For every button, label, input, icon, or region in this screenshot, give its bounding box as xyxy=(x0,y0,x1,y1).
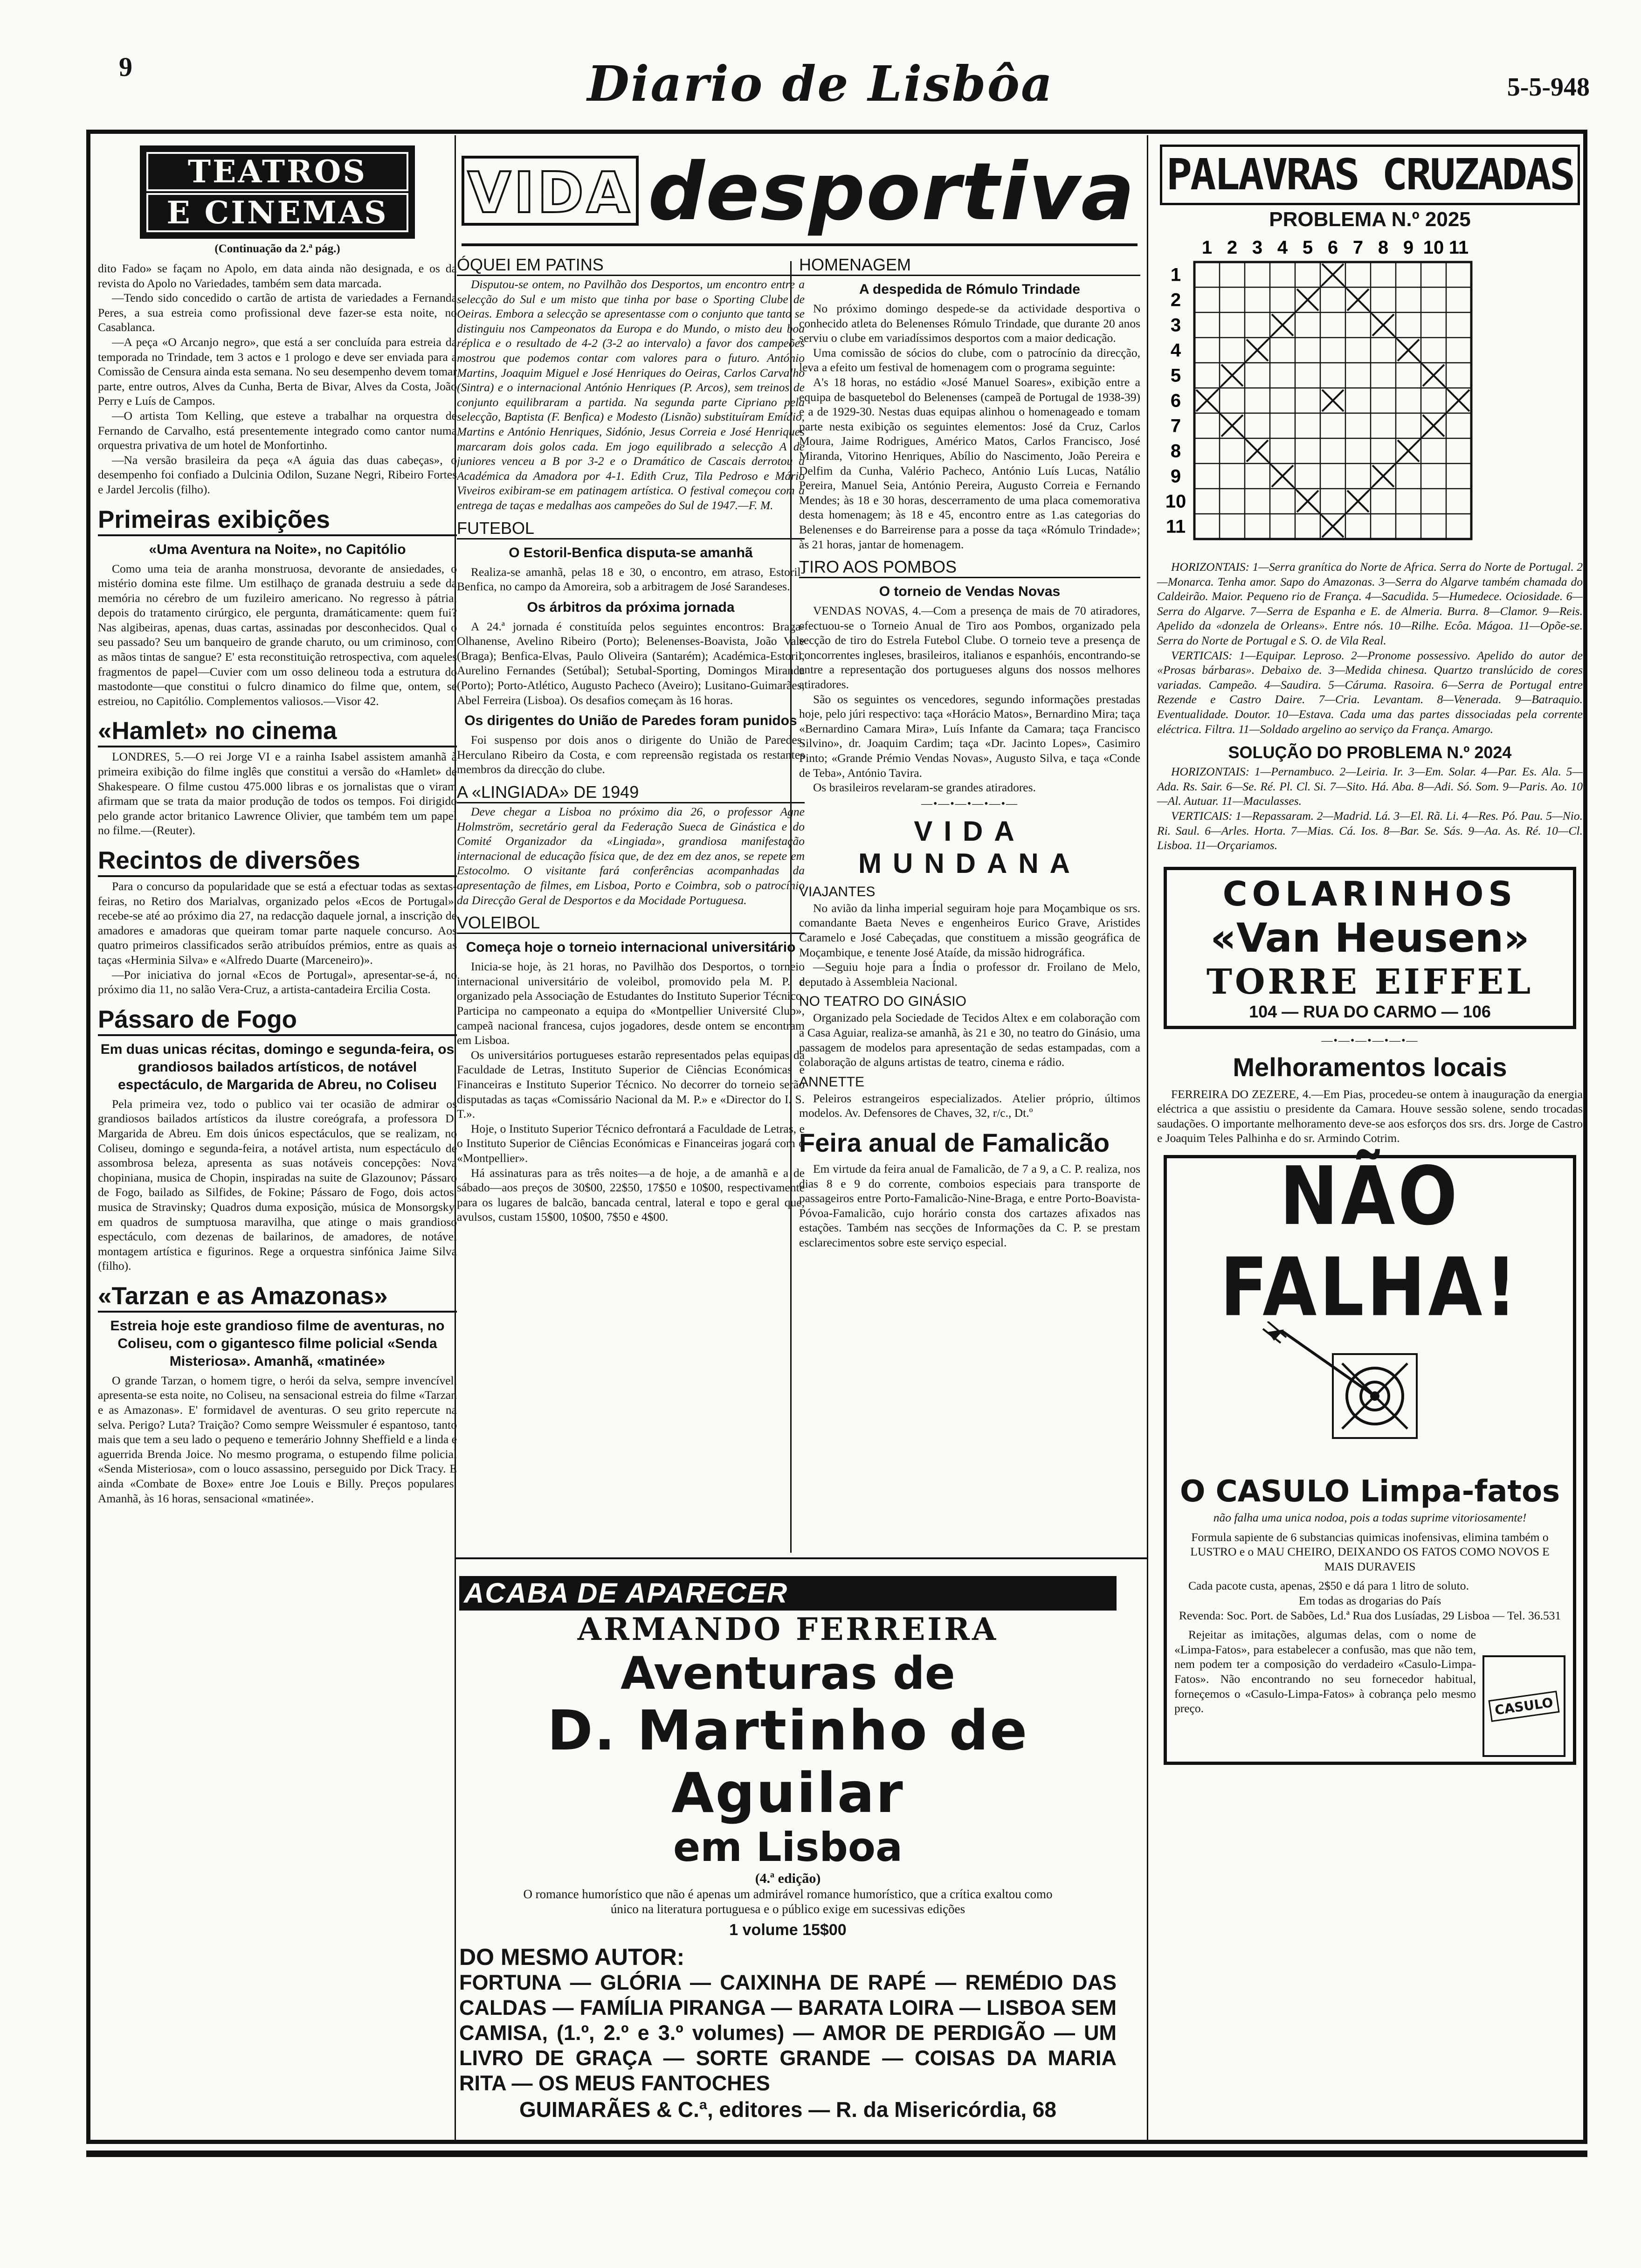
article-text: Para o concurso da popularidade que se está a efectuar todas as sextas-feiras, no Retiro dos Marialvas, organizado pelos «Ecos de Portugal», recebe-se até ao próximo dia 27, na redacção daquele jornal, a inscrição de amadores e amadoras que queiram tomar parte naquele concurso. Aos quatro primeiros classificados serão atribuídos prémios, entre as quais as taças «Herminia Silva» e «Alfredo Duarte (Marceneiro)». xyxy=(98,879,457,967)
section-heading: Feira anual de Famalicão xyxy=(799,1127,1110,1157)
article-text: —Por iniciativa do jornal «Ecos de Portugal», apresentar-se-á, no próximo dia 11, no salão Vera-Cruz, a artista-cantadeira Ercilia Costa. xyxy=(98,968,457,996)
section-heading: Pássaro de Fogo xyxy=(98,1005,457,1036)
book-title-line: Aventuras de xyxy=(621,1647,955,1700)
article-text: Pela primeira vez, todo o publico vai ter ocasião de admirar os grandiosos bailados artísticos da ilustre coreógrafa, a professora D. Margarida de Abreu. Em dois únicos espectáculos, que se realizam, no Coliseu, domingo e segunda-feira, a notável artista, num espectáculo de assombrosa beleza, apresenta as suas notáveis concepções: Nova chopiniana, musica de Chopin, inspiradas na suite de Glazounov; Pássaro de Fogo, bailado as Silfides, de Fokine; Pássaro de Fogo, dois actos, musica de Stravinsky; Quadros duma exposição, música de Monsorgsky, em quadros de sumptuosa maravilha, que atinge o mais grandioso espectáculo, com dezenas de bailarinos, de amadores, de notável montagem artística e figurinos. Rege a orquestra sinfónica Jaime Silva (filho). xyxy=(98,1097,457,1273)
article-text: FERREIRA DO ZEZERE, 4.—Em Pias, procedeu-se ontem à inauguração da energia eléctrica a que assistiu o presidente da Camara. Houve sessão solene, sendo trocadas saudações. O importante melhoramento deve-se aos esforços dos srs. drs. Jorge de Castro e Joaquim Teles Palhinha e do sr. Armindo Cotrim. xyxy=(1157,1087,1583,1145)
book-price: 1 volume 15$00 xyxy=(729,1921,847,1939)
row-number: 7 xyxy=(1170,415,1181,436)
right-column xyxy=(1151,140,1583,2136)
ad-line: COLARINHOS xyxy=(1222,874,1517,913)
section-heading: Melhoramentos locais xyxy=(1233,1052,1507,1082)
article-subheading: Os dirigentes do União de Paredes foram punidos xyxy=(464,713,797,729)
subsection-label: NO TEATRO DO GINÁSIO xyxy=(799,994,966,1010)
article-text: —Seguiu hoje para a Índia o professor dr. Froilano de Melo, deputado à Assembleia Nacional. xyxy=(799,960,1140,989)
section-heading: «Hamlet» no cinema xyxy=(98,717,457,747)
vida-desportiva-banner xyxy=(462,145,1138,239)
casulo-ad xyxy=(1164,1150,1576,1765)
article-text: Peleiros estrangeiros especializados. Atelier próprio, últimos modelos. Av. Defensores de Chaves, 32, r/c., Dt.º xyxy=(799,1091,1140,1120)
article-text: No avião da linha imperial seguiram hoje para Moçambique os srs. comandante Baeta Neves e engenheiros Eurico Grave, Aristides Caramelo e José Cabeçadas, que constituem a missão geográfica de Moçambique, e tenente José Ataíde, da missão hidrográfica. xyxy=(799,901,1140,959)
ad-warning: Rejeitar as imitações, algumas delas, com o nome de «Limpa-Fatos», para estabelecer a confusão, mas que não tem, nem podem ter a composição do verdadeiro «Casulo-Limpa-Fatos». Não encontrando no seu fornecedor habitual, forneçemos o «Casulo-Limpa-Fatos» à cobrança pelo mesmo preço. xyxy=(1174,1628,1476,1715)
teatros-title: TEATROS xyxy=(146,152,408,191)
newspaper-title: Diario de Lisbôa xyxy=(587,55,1054,112)
article-subheading: O Estoril-Benfica disputa-se amanhã xyxy=(509,545,753,560)
row-number: 6 xyxy=(1170,390,1181,411)
article-text: Organizado pela Sociedade de Tecidos Altex e em colaboração com a Casa Aguiar, realiza-se amanhã, às 21 e 30, no teatro do Ginásio, uma passagem de modelos para apresentação de sedas estampadas, com a colaboração de alguns artistas de teatro, cinema e rádio. xyxy=(799,1011,1140,1069)
column-number: 6 xyxy=(1327,237,1338,258)
article-subheading: Começa hoje o torneio internacional universitário xyxy=(466,940,796,955)
column-number: 1 xyxy=(1201,237,1213,258)
row-number: 1 xyxy=(1170,264,1181,285)
article-text: A 24.ª jornada é constituída pelos seguintes encontros: Braga-Olhanense, Avelino Ribeiro (Porto); Belenenses-Boavista, João Vale (Braga); Benfica-Elvas, Paulo Oliveira (Santarém); Académica-Estoril, Aurelino Fernandes (Setúbal); Setubal-Sporting, Domingos Miranda (Porto); Porto-Atlético, Augusto Pacheco (Aveiro); Lusitano-Guimarães, Abel Ferreira (Lisboa). Os desafios começam às 16 horas. xyxy=(457,619,805,707)
article-subheading: Os árbitros da próxima jornada xyxy=(527,599,735,615)
book-description: O romance humorístico que não é apenas um admirável romance humorístico, que a crítica exaltou como único na literatura portuguesa e o público exige em sucessivas edições xyxy=(523,1887,1053,1916)
solution-horizontal: HORIZONTAIS: 1—Pernambuco. 2—Leiria. Ir. 3—Em. Solar. 4—Par. Es. Ala. 5—Ada. Rs. Sair. 6—Se. Ré. Pl. Cl. Si. 7—Sito. Há. Aba. 8—Adi. Só. Som. 9—Paris. Ao. 10—Al. Autuar. 11—Maculasses. xyxy=(1157,765,1583,808)
section-heading: Primeiras exibições xyxy=(98,505,457,536)
subsection-label: VIAJANTES xyxy=(799,884,876,899)
column-number: 8 xyxy=(1378,237,1389,258)
crossword-clues-horizontal: HORIZONTAIS: 1—Serra granítica do Norte de Africa. Serra do Norte de Portugal. 2—Monarca. Tenha amor. Sapo do Amazonas. 3—Serra do Algarve também chamada do Caldeirão. Maior. Pequeno rio de França. 4—Sacudida. 5—Humedece. Ociosidade. 6—Serra do Algarve. 7—Serra de Espanha e E. de Almeria. Burra. 8—Clamor. 9—Reis. Apelido da «donzela de Orleans». Entre nós. 10—Rilhe. Ecôa. Mágoa. 11—Opõe-se. Serra do Norte de Portugal e S. O. de Vila Real. xyxy=(1157,560,1583,647)
brand-name: O CASULO Limpa-fatos xyxy=(1179,1474,1560,1509)
crossword-title: PALAVRAS CRUZADAS xyxy=(1160,145,1580,205)
article-text: Foi suspenso por dois anos o dirigente do União de Paredes, Herculano Ribeiro da Costa, e com repreensão registada os restantes membros da direcção do clube. xyxy=(457,733,805,776)
page-number: 9 xyxy=(119,52,132,82)
bottom-rule xyxy=(86,2150,1587,2157)
colarinhos-ad xyxy=(1164,867,1576,1029)
section-heading: «Tarzan e as Amazonas» xyxy=(98,1282,457,1313)
continuation-note: (Continuação da 2.ª pág.) xyxy=(214,242,340,255)
ad-price: Cada pacote custa, apenas, 2$50 e dá para 1 litro de soluto. xyxy=(1188,1579,1469,1593)
article-text: A's 18 horas, no estádio «José Manuel Soares», exibição entre a equipa de basquetebol do Belenenses (campeã de Portugal de 1938-39) e a de 1929-30. Nestas duas equipas alinhou o homenageado e tomam parte nesta exibição os seguintes elementos: José da Cruz, Carlos Moura, Jaime Rodrigues, Américo Matos, Carlos Francisco, José Miranda, Vitorino Henriques, Abílio do Nascimento, João Pereira e Delfim da Cunha, Valério Pacheco, António Luís Lucas, Natálio Pereira, Manuel Seia, António Pereira, Augusto Correia e Fernando Mendes; às 18 e 30 horas, descerramento de uma placa comemorativa desta homenagem; às 18 e 45, encontro entre as 1.as categorias do Belenenses e do Barreirense para a posse da taça «Rómulo Trindade»; às 21 horas, jantar de homenagem. xyxy=(799,375,1140,551)
article-text: São os seguintes os vencedores, segundo informações prestadas hoje, pelo júri respectivo: taça «Horácio Matos», Bernardino Mira; taça «Bernardino Camara Mira», Luís Infante da Camara; taça Francisco Silvino», dr. Joaquim Cardim; taça «Dr. Jacinto Lopes», Casimiro Pinto; «Grande Prémio Vendas Novas», Augusto Silva, e taça «Conde de Teba», António Tavira. xyxy=(799,692,1140,780)
row-number: 8 xyxy=(1170,441,1181,462)
ornament-divider: —•—•—•—•—•— xyxy=(1321,1034,1419,1047)
sports-column-right xyxy=(793,249,1147,1555)
banner-rule xyxy=(462,243,1138,246)
other-works-label: DO MESMO AUTOR: xyxy=(459,1944,685,1970)
article-text: O grande Tarzan, o homem tigre, o herói da selva, sempre invencível, apresenta-se esta noite, no Coliseu, na sensacional estreia do filme «Tarzan e as Amazonas». E' formidavel de aventuras. O seu grito repercute na selva. Perigo? Luta? Traição? Como sempre Weissmuler é espantoso, tanto mais que tem a seu lado o pequeno e temerário Johnny Sheffield e a linda e aguerrida Brenda Joice. No mesmo programa, o estupendo filme policial «Senda Misteriosa», com o louco assassino, perseguido por Dick Tracy. E ainda «Combate de Boxe» entre Joe Louis e Billy. Preços populares. Amanhã, às 16 horas, sensacional «matinée». xyxy=(98,1373,457,1505)
article-subheading: A despedida de Rómulo Trindade xyxy=(859,282,1080,297)
package-label: CASULO xyxy=(1489,1691,1560,1722)
section-label: TIRO AOS POMBOS xyxy=(799,557,1140,578)
book-ad xyxy=(459,1576,1117,2136)
ad-reseller: Revenda: Soc. Port. de Sabões, Ld.ª Rua dos Lusíadas, 29 Lisboa — Tel. 36.531 xyxy=(1179,1608,1561,1622)
article-text: VENDAS NOVAS, 4.—Com a presença de mais de 70 atiradores, efectuou-se o Torneio Anual de Tiro aos Pombos, organizado pela secção de tiro do Estrela Futebol Clube. O torneio teve a presença de concorrentes ingleses, brasileiros, italianos e espanhóis, encontrando-se entre a representação dos portugueses alguns dos nossos melhores atiradores. xyxy=(799,604,1140,691)
article-text: Inicia-se hoje, às 21 horas, no Pavilhão dos Desportos, o torneio internacional universitário de voleibol, promovido pela M. P. e organizado pela Associação de Estudantes do Instituto Superior Técnico. Participa no campeonato a equipa do «Montpellier Université Club», campeã nacional francesa, cujos jogadores, desde ontem se encontram em Lisboa. xyxy=(457,960,805,1047)
solution-title: SOLUÇÃO DO PROBLEMA N.º 2024 xyxy=(1228,743,1512,762)
crossword-problem-number: PROBLEMA N.º 2025 xyxy=(1269,208,1471,231)
article-subheading: Em duas unicas récitas, domingo e segunda-feira, os grandiosos bailados artísticos, de notável espectáculo, de Margarida de Abreu, no Coliseu xyxy=(100,1041,455,1093)
column-number: 3 xyxy=(1252,237,1263,258)
column-number: 11 xyxy=(1448,237,1469,258)
article-subheading: Estreia hoje este grandioso filme de aventuras, no Coliseu, com o gigantesco filme policial «Senda Misteriosa». Amanhã, «matinée» xyxy=(110,1318,445,1369)
row-number: 5 xyxy=(1170,365,1181,386)
article-text: No próximo domingo despede-se da actividade desportiva o conhecido atleta do Belenenses Rómulo Trindade, que durante 20 anos serviu o clube em variadíssimos desportos com a maior dedicação. xyxy=(799,302,1140,345)
crossword-clues-vertical: VERTICAIS: 1—Equipar. Leproso. 2—Pronome possessivo. Apelido do autor de «Prosas bárbaras». Debaixo de. 3—Medida chinesa. Quartzo translúcido de cores variadas. Campeão. 4—Saudira. 5—Cáruma. Rasoira. 6—Serra de Portugal entre Rezende e Castro Daire. 7—Cria. Levantam. 8—Venerada. 9—Batraquio. Eventualidade. Doutor. 10—Estava. Cada uma das partes dissociadas pela corrente eléctrica. Filtra. 11—Soldado argelino ao serviço da França. Amargo. xyxy=(1157,648,1583,736)
ad-address: 104 — RUA DO CARMO — 106 xyxy=(1249,1002,1491,1021)
column-number: 5 xyxy=(1302,237,1313,258)
crossword-puzzle xyxy=(1157,233,1577,560)
ad-headline: NÃO FALHA! xyxy=(1220,1150,1520,1335)
teatros-banner xyxy=(140,145,415,239)
ad-formula: Formula sapiente de 6 substancias quimicas inofensivas, elimina também o LUSTRO e o MAU CHEIRO, DEIXANDO OS FATOS COMO NOVOS E MAIS DURAVEIS xyxy=(1190,1530,1550,1573)
article-text: Deve chegar a Lisboa no próximo dia 26, o professor Agne Holmström, secretário geral da Federação Sueca de Ginástica e do Comité Organizador da «Lingiada», grandiosa manifestação internacional de educação física que, de dez em dez anos, se repete em Estocolmo. O visitante fará conferências acompanhadas da apresentação de filmes, em Lisboa, Porto e Coimbra, sob o patrocínio da Direcção Geral de Desportos e da Mocidade Portuguesa. xyxy=(457,805,805,907)
book-title-line: em Lisboa xyxy=(673,1824,903,1871)
book-title-line: D. Martinho de Aguilar xyxy=(547,1698,1029,1825)
row-number: 3 xyxy=(1170,315,1181,336)
article-text: Uma comissão de sócios do clube, com o patrocínio da direcção, leva a efeito um festival de homenagem com o programa seguinte: xyxy=(799,346,1140,374)
article-text: Os brasileiros revelaram-se grandes atiradores. xyxy=(813,781,1036,795)
article-text: —A peça «O Arcanjo negro», que está a ser concluída para estreia da temporada no Trindade, tem 3 actos e 1 prologo e deve ser enviada para a Comissão de Censura ainda esta semana. No seu desempenho devem tomar parte, entre outros, Alves da Cunha, Berta de Bivar, Alves da Costa, João Perry e Luís de Campos. xyxy=(98,335,457,408)
column-rule xyxy=(1147,135,1148,2140)
desportiva-word: desportiva xyxy=(648,146,1136,238)
issue-date: 5-5-948 xyxy=(1507,73,1590,102)
ad-banner: ACABA DE APARECER xyxy=(459,1576,1117,1611)
column-number: 4 xyxy=(1277,237,1288,258)
section-label: A «LINGIADA» DE 1949 xyxy=(457,782,805,803)
article-text: Há assinaturas para as três noites—a de hoje, a de amanhã e a de sábado—aos preços de 30$00, 22$50, 17$50 e 10$00, respectivamente para os lugares de balcão, bancada central, lateral e topo e geral que, avulsos, custam 15$00, 10$00, 7$50 e 4$00. xyxy=(457,1166,805,1224)
other-works-list: FORTUNA — GLÓRIA — CAIXINHA DE RAPÉ — REMÉDIO DAS CALDAS — FAMÍLIA PIRANGA — BARATA LOIRA — LISBOA SEM CAMISA, (1.º, 2.º e 3.º volumes) — AMOR DE PERDIGÃO — UM LIVRO DE GRAÇA — SORTE GRANDE — COISAS DA MARIA RITA — OS MEUS FANTOCHES xyxy=(459,1971,1117,2095)
article-text: Os universitários portugueses estarão representados pelas equipas da Faculdade de Letras, Instituto Superior de Ciências Económicas e Financeiras e Instituto Superior Técnico. No decorrer do torneio serão disputadas as taças «Comissário Nacional da M. P.» e «Director do I. S. T.». xyxy=(457,1048,805,1121)
section-label: HOMENAGEM xyxy=(799,255,1140,276)
vida-word: VIDA xyxy=(462,156,639,226)
article-text: dito Fado» se façam no Apolo, em data ainda não designada, e os da revista do Apolo no Variedades, também sem data marcada. xyxy=(98,262,457,290)
column-number: 7 xyxy=(1352,237,1364,258)
ad-line: TORRE EIFFEL xyxy=(1206,961,1534,1002)
article-text: Realiza-se amanhã, pelas 18 e 30, o encontro, em atraso, Estoril-Benfica, no campo da Amoreira, sob a arbitragem de José Sarandeses. xyxy=(457,565,805,594)
row-number: 9 xyxy=(1170,466,1181,487)
article-subheading: O torneio de Vendas Novas xyxy=(879,584,1061,600)
casulo-package-icon xyxy=(1482,1655,1565,1757)
subsection-label: ANNETTE xyxy=(799,1074,865,1090)
crossword-grid xyxy=(1157,233,1577,560)
publisher: GUIMARÃES & C.ª, editores — R. da Misericórdia, 68 xyxy=(519,2097,1056,2122)
article-text: —O artista Tom Kelling, que esteve a trabalhar na orquestra de Fernando de Carvalho, está presentemente integrado como cantor numa orquestra privativa de um hotel de Monfortinho. xyxy=(98,408,457,452)
masthead xyxy=(0,0,1641,121)
column-number: 10 xyxy=(1423,237,1444,258)
cinemas-title: E CINEMAS xyxy=(146,193,408,232)
column-number: 2 xyxy=(1227,237,1238,258)
solution-vertical: VERTICAIS: 1—Repassaram. 2—Madrid. Lá. 3—El. Rã. Li. 4—Res. Pó. Pau. 5—Nio. Ri. Saul. 6—Arles. Horta. 7—Mias. Cá. Ios. 8—Bar. Se. Sás. 9—Aa. As. Ré. 10—Cl. Lisboa. 11—Orçariamos. xyxy=(1157,809,1583,852)
section-label: FUTEBOL xyxy=(457,519,805,539)
ornament-divider: —•—•—•—•—•— xyxy=(921,797,1018,810)
article-text: Disputou-se ontem, no Pavilhão dos Desportos, um encontro entre a selecção do Sul e um misto que tinha por base o Sporting Clube de Oeiras. Embora a selecção se apresentasse com o conjunto que tanto se distinguiu nos Campeonatos da Europa e do Mundo, o misto deu boa réplica e o resultado de 4-2 (3-2 ao intervalo) a favor dos campeões mostrou que podemos contar com valores para o futuro. António Martins, Joaquim Miguel e José Henriques do Oeiras, Carlos Carvalho (Sintra) e o internacional António Henriques (P. Arcos), sem treinos de conjunto equilibraram a partida. Na segunda parte Cipriano pela selecção, Baptista (F. Benfica) e Modesto (Lisnão) substituíram Emídio, Martins e António Henriques, Sidónio, Jesus Correia e José Henriques marcaram dois golos cada. Em jogo equilibrado a selecção A de juniores venceu a B por 3-2 e o Dramático de Cascais derrotou a Académica da Amadora por 4-1. Edith Cruz, Tila Pedroso e Mário Viveiros exibiram-se em patinagem artística. O festival começou com a entrega de taças e medalhas aos campeões do Sul de 1947.—F. M. xyxy=(457,277,805,512)
target-arrow-icon xyxy=(1174,1321,1575,1471)
article-text: Hoje, o Instituto Superior Técnico defrontará a Faculdade de Letras, e o Instituto Superior de Ciências Económicas e Financeiras jogará com o «Montpellier». xyxy=(457,1121,805,1165)
author-name: ARMANDO FERREIRA xyxy=(577,1611,999,1647)
row-number: 10 xyxy=(1165,491,1186,512)
row-number: 4 xyxy=(1170,340,1181,361)
article-text: LONDRES, 5.—O rei Jorge VI e a rainha Isabel assistem amanhã à primeira exibição do filme inglês que constitui a versão do «Hamlet» de Shakespeare. O filme custou 475.000 libras e os jornalistas que o viram afirmam que se trata da maior produção de todos os tempos. Foi dirigido pelo grande actor britanico Lawrence Olivier, que também tem um papel no filme.—(Reuter). xyxy=(98,750,457,837)
column-number: 9 xyxy=(1403,237,1414,258)
teatros-column xyxy=(98,140,457,2136)
ad-stockists: Em todas as drogarias do País xyxy=(1298,1594,1441,1608)
ad-line: «Van Heusen» xyxy=(1210,914,1530,961)
book-edition: (4.ª edição) xyxy=(755,1871,821,1886)
article-text: —Tendo sido concedido o cartão de artista de variedades a Fernanda Peres, a sua estreia como profissional deve fazer-se esta noite, no Casablanca. xyxy=(98,291,457,334)
article-text: Como uma teia de aranha monstruosa, devorante de ansiedades, o mistério domina este filme. Um estilhaço de granada destruiu a sede da memória no cérebro de um fuzileiro americano. No regresso à pátria, depois do tratamento cirúrgico, ele pergunta, dramáticamente: quem fui? Nas algibeiras, apenas, duas cartas, assinadas por desconhecidos. Qual o seu passado? Seu um banqueiro de grande charuto, ou um criminoso, com as mãos tintas de sangue? E' esta reconstituição retrospectiva, com aqueles fragmentos de papel—Cuvier com um osso delineou toda a estrutura do mastodonte—que constitui o fulcro dinamico do filme que, ontem, se estreiou, no Capitólio. Complementos valiosos.—Visor 42. xyxy=(98,561,457,708)
section-label: VOLEIBOL xyxy=(457,913,805,934)
section-label: ÓQUEI EM PATINS xyxy=(457,255,805,276)
sports-column-left xyxy=(457,249,811,1555)
article-subheading: «Uma Aventura na Noite», no Capitólio xyxy=(149,541,406,557)
row-number: 11 xyxy=(1165,516,1186,537)
article-text: —Na versão brasileira da peça «A águia das duas cabeças», o desempenho foi confiado a Dulcinia Odilon, Suzane Negri, Ribeiro Fortes e Jardel Jercolis (filho). xyxy=(98,453,457,496)
row-number: 2 xyxy=(1170,290,1181,311)
ad-rule xyxy=(456,1557,1147,1559)
article-text: Em virtude da feira anual de Famalicão, de 7 a 9, a C. P. realiza, nos dias 8 e 9 do corrente, comboios especiais para transporte de passageiros entre Porto-Famalicão-Nine-Braga, e entre Porto-Boavista-Póvoa-Famalicão, cujo horário consta dos cartazes afixados nas estações. Também nas secções de Informações da C. P. se prestam esclarecimentos sobre este serviço especial. xyxy=(799,1162,1140,1249)
section-heading: Recintos de diversões xyxy=(98,846,457,877)
vida-mundana-heading: VIDA MUNDANA xyxy=(858,815,1081,879)
ad-tagline: não falha uma unica nodoa, pois a todas suprime vitoriosamente! xyxy=(1213,1511,1527,1525)
